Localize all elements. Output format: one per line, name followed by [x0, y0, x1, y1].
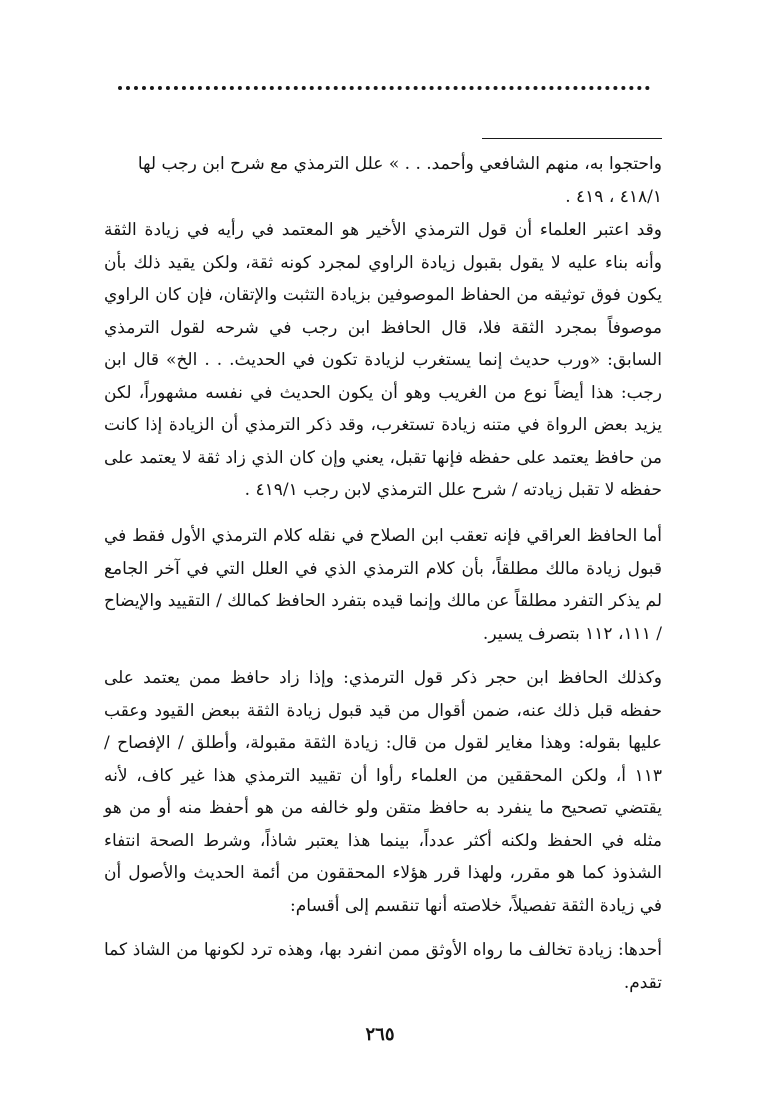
paragraph-1	[104, 214, 662, 507]
paragraph-text: أحدها: زيادة تخالف ما رواه الأوثق ممن انفرد بها، وهذه ترد لكونها من الشاذ كما تقدم.	[104, 940, 662, 993]
paragraph-2	[104, 520, 662, 650]
footnote-rule	[482, 138, 662, 139]
dotted-separator	[118, 86, 650, 90]
footnote-continuation	[104, 148, 662, 213]
paragraph-3	[104, 662, 662, 922]
footnote-line-2: ٤١٨/١ ، ٤١٩ .	[565, 186, 662, 207]
paragraph-text: وقد اعتبر العلماء أن قول الترمذي الأخير هو المعتمد في رأيه في زيادة الثقة وأنه بناء عليه لا يقول بقبول زيادة الراوي لمجرد كونه ثقة، ولكن يقيد ذلك بأن يكون فوق توثيقه من الحفاظ الموصوفين بزيادة التثبت والإتقان، فإن كان الراوي موصوفاً بمجرد الثقة فلا، قال الحافظ ابن رجب في شرحه لقول الترمذي السابق: «ورب حديث إنما يستغرب لزيادة تكون في الحديث. . . الخ» قال ابن رجب: هذا أيضاً نوع من الغريب وهو أن يكون الحديث في نفسه مشهوراً، لكن يزيد بعض الرواة في متنه زيادة تستغرب، وقد ذكر الترمذي أن الزيادة إذا كانت من حافظ يعتمد على حفظه فإنها تقبل، يعني وإن كان الذي زاد ثقة لا يعتمد على حفظه لا تقبل زيادته / شرح علل الترمذي لابن رجب ٤١٩/١ .	[104, 220, 662, 500]
page-number: ٢٦٥	[365, 1024, 395, 1045]
paragraph-4	[104, 934, 662, 999]
footnote-line-1: واحتجوا به، منهم الشافعي وأحمد. . . » علل الترمذي مع شرح ابن رجب لها	[137, 154, 662, 174]
paragraph-text: أما الحافظ العراقي فإنه تعقب ابن الصلاح في نقله كلام الترمذي الأول فقط في قبول زيادة مالك مطلقاً، بأن كلام الترمذي الذي في العلل التي في آخر الجامع لم يذكر التفرد مطلقاً عن مالك وإنما قيده بتفرد الحافظ كمالك / التقييد والإيضاح / ١١١، ١١٢ بتصرف يسير.	[104, 526, 662, 644]
paragraph-text: وكذلك الحافظ ابن حجر ذكر قول الترمذي: وإذا زاد حافظ ممن يعتمد على حفظه قبل ذلك عنه، ضمن أقوال من قيد قبول زيادة الثقة ببعض القيود وعقب عليها بقوله: وهذا مغاير لقول من قال: زيادة الثقة مقبولة، وأطلق / الإفصاح / ١١٣ أ، ولكن المحققين من العلماء رأوا أن تقييد الترمذي هذا غير كاف، لأنه يقتضي تصحيح ما ينفرد به حافظ متقن ولو خالفه من هو أحفظ منه أو من هو مثله في الحفظ ولكنه أكثر عدداً، بينما هذا يعتبر شاذاً، وشرط الصحة انتفاء الشذوذ كما هو مقرر، ولهذا قرر هؤلاء المحققون من أئمة الحديث والأصول أن في زيادة الثقة تفصيلاً، خلاصته أنها تنقسم إلى أقسام:	[104, 668, 662, 916]
